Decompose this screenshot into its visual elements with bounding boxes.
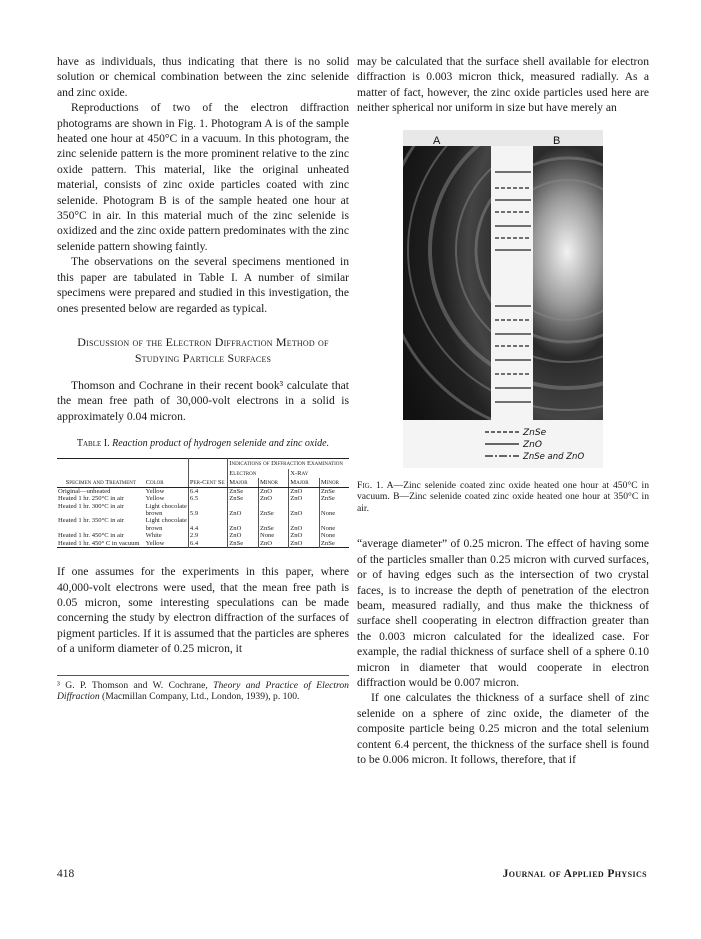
cell-e-minor: ZnO	[258, 495, 288, 502]
right-paragraph-2: “average diameter” of 0.25 micron. The effect of having some of the particles smaller than 0.25 micron with curved surfaces, or of having edges such as the intersection of two crystal faces, is to increase the depth of penetration of the electron beam, measured radially, and thus make the thickness of surface shell cooperating in electron diffraction greater than the 0.003 micron calculated for the idealized case. For example, the radial thickness of surface shell of a sphere 0.10 micron in diameter that would cooperate in electron diffraction would be 0.007 micron.	[357, 537, 649, 690]
footnote	[57, 675, 349, 703]
cell-x-minor: ZnSe	[319, 495, 349, 502]
cell-treatment: Heated 1 hr. 450°C in air	[58, 532, 124, 540]
cell-x-major: ZnO	[289, 540, 320, 548]
figure-caption-text: A—Zinc selenide coated zinc oxide heated one hour at 450°C in vacuum. B—Zinc selenide coated zinc oxide heated one hour at 350°C in air.	[357, 479, 649, 514]
left-paragraph-2: Reproductions of two of the electron diffraction photograms are shown in Fig. 1. Photogram A is of the sample heated one hour at 450°C in a vacuum. In this photogram, the zinc selenide pattern is the more prominent relative to the zinc oxide pattern. This material, like the original unheated material, consists of zinc oxide particles coated with zinc selenide. Photogram B is of the sample heated one hour at 350°C in air. In this material much of the zinc selenide is oxidized and the zinc oxide pattern predominates with the zinc selenide pattern showing faintly.	[57, 101, 349, 253]
cell-e-minor: ZnO	[258, 488, 288, 495]
table-caption-text: Reaction product of hydrogen selenide and zinc oxide.	[112, 438, 330, 450]
footnote-title: Theory and Practice of Electron Diffraction	[57, 679, 349, 703]
photogram-label-b: B	[553, 134, 561, 147]
cell-se: 6.4	[188, 488, 227, 495]
th-electron: Electron	[228, 469, 289, 478]
cell-x-minor: None	[319, 517, 349, 532]
table-row	[57, 532, 349, 539]
legend-zno: ZnO	[523, 439, 542, 450]
th-major-xray: Major	[289, 478, 320, 488]
left-paragraph-3: The observations on the several specimens mentioned in this paper are tabulated in Table I. A number of similar specimens were prepared and studied in this investigation, the ones presented below are regarded as typical.	[57, 255, 349, 315]
diffraction-photogram-image	[403, 130, 603, 468]
th-specimen: Specimen and Treatment	[57, 459, 145, 488]
cell-treatment: Heated 1 hr. 300°C in air	[58, 502, 124, 510]
table-row	[57, 488, 349, 495]
table-row	[57, 503, 349, 518]
cell-treatment: Heated 1 hr. 250°C in air	[58, 495, 124, 503]
cell-e-major: ZnO	[228, 503, 259, 518]
cell-treatment: Heated 1 hr. 450° C in vacuum	[58, 539, 140, 547]
cell-se: 2.9	[188, 532, 227, 539]
left-paragraph-5: If one assumes for the experiments in this paper, where 40,000-volt electrons were used, that the mean free path is 0.05 micron, some interesting speculations can be made concerning the study by electron diffraction of the surfaces of pigment particles. If it is assumed that the particles are spheres of a uniform diameter of 0.25 micron, it	[57, 565, 349, 656]
footnote-authors: ³ G. P. Thomson and W. Cochrane,	[57, 679, 208, 691]
cell-x-major: ZnO	[289, 532, 320, 539]
section-heading: Discussion of the Electron Diffraction Method of Studying Particle Surfaces	[77, 334, 329, 365]
photogram-label-a: A	[433, 134, 441, 147]
cell-color: Yellow	[145, 495, 165, 503]
cell-treatment: Original—unheated	[58, 487, 111, 495]
th-major-electron: Major	[228, 478, 259, 488]
cell-se: 5.9	[188, 503, 227, 518]
cell-treatment: Heated 1 hr. 350°C in air	[58, 517, 124, 525]
cell-e-minor: None	[258, 532, 288, 539]
footnote-publisher: (Macmillan Company, Ltd., London, 1939), p. 100.	[102, 691, 300, 703]
cell-e-minor: ZnO	[258, 540, 288, 548]
cell-x-major: ZnO	[289, 495, 320, 502]
cell-e-major: ZnO	[228, 517, 259, 532]
cell-se: 6.5	[188, 495, 227, 502]
left-paragraph-1: have as individuals, thus indicating that there is no solid solution or chemical combination between the zinc selenide and zinc oxide.	[57, 55, 349, 99]
cell-color: Light chocolate brown	[145, 502, 187, 518]
cell-e-major: ZnSe	[228, 488, 259, 495]
table-label: Table I.	[76, 438, 110, 450]
right-column	[357, 54, 649, 768]
figure-label: Fig. 1.	[357, 479, 384, 491]
cell-x-major: ZnO	[289, 517, 320, 532]
th-minor-xray: Minor	[319, 478, 349, 488]
cell-x-major: ZnO	[289, 503, 320, 518]
cell-x-minor: ZnSe	[319, 488, 349, 495]
cell-e-major: ZnSe	[228, 495, 259, 502]
table-row	[57, 540, 349, 548]
cell-color: Yellow	[145, 487, 165, 495]
cell-se: 4.4	[188, 517, 227, 532]
left-paragraph-4: Thomson and Cochrane in their recent book³ calculate that the mean free path of 30,000-volt electrons in a solid is approximately 0.04 micron.	[57, 378, 349, 423]
th-minor-electron: Minor	[258, 478, 288, 488]
th-xray: X-Ray	[289, 469, 349, 478]
cell-x-minor: ZnSe	[319, 540, 349, 548]
cell-e-minor: ZnSe	[258, 503, 288, 518]
cell-e-major: ZnO	[228, 532, 259, 539]
th-color: Color	[145, 459, 189, 488]
figure-1-photogram	[403, 130, 603, 468]
cell-color: White	[145, 532, 162, 540]
journal-name: Journal of Applied Physics	[502, 868, 647, 880]
cell-se: 6.4	[188, 540, 227, 548]
left-column	[57, 54, 349, 703]
legend-both: ZnSe and ZnO	[523, 451, 585, 462]
cell-x-major: ZnO	[289, 488, 320, 495]
figure-caption	[357, 480, 649, 515]
right-paragraph-1: may be calculated that the surface shell available for electron diffraction is 0.003 micron thick, measured radially. As a matter of fact, however, the zinc oxide particles used here are neither spherical nor uniform in size but have merely an	[357, 55, 649, 115]
cell-e-minor: ZnSe	[258, 517, 288, 532]
th-indications: Indications of Diffraction Examination	[228, 459, 349, 469]
right-paragraph-3: If one calculates the thickness of a surface shell of zinc selenide on a sphere of zinc oxide, the diameter of the composite particle being 0.25 micron and the total selenium content 6.4 percent, the thickness of the surface shell is found to be 0.006 micron. It follows, therefore, that if	[357, 691, 649, 767]
table-row	[57, 495, 349, 502]
cell-color: Yellow	[145, 539, 165, 547]
th-percent: Per-Cent Se	[188, 459, 227, 488]
cell-color: Light chocolate brown	[145, 517, 187, 532]
table-caption	[57, 438, 349, 450]
page-number: 418	[57, 868, 75, 880]
table-1	[57, 458, 349, 548]
legend-znse: ZnSe	[523, 427, 547, 438]
cell-x-minor: None	[319, 503, 349, 518]
cell-e-major: ZnSe	[228, 540, 259, 548]
cell-x-minor: None	[319, 532, 349, 539]
table-row	[57, 517, 349, 532]
